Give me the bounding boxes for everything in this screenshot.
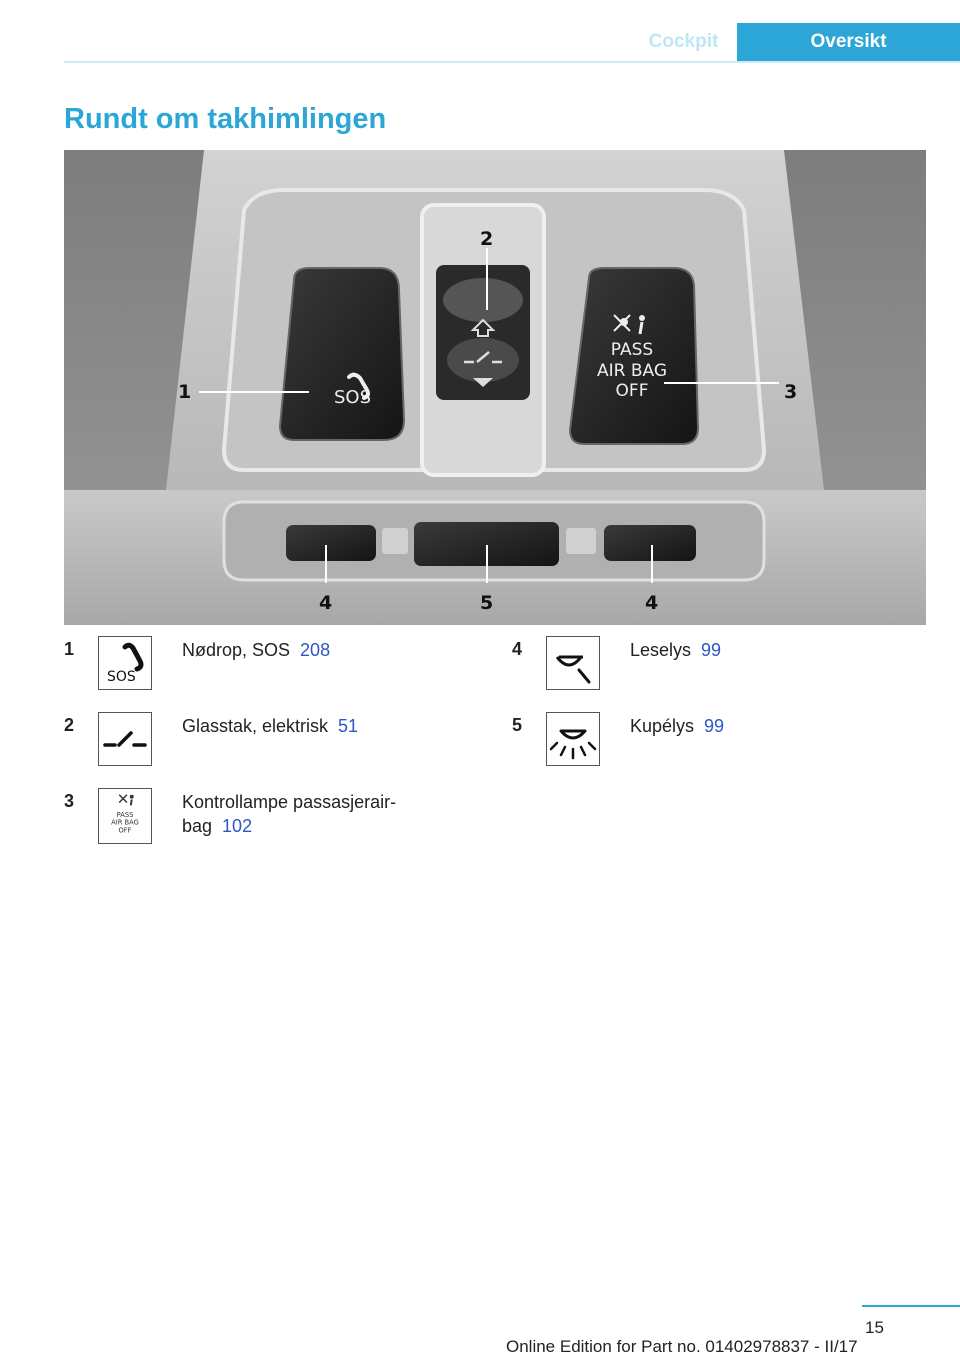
legend-text: Kontrollampe passasjerair- bag 102 [182, 792, 397, 836]
svg-text:1: 1 [178, 381, 192, 403]
page-ref-link[interactable]: 208 [300, 640, 331, 660]
svg-text:AIR BAG: AIR BAG [111, 818, 139, 827]
svg-text:OFF: OFF [615, 381, 649, 401]
legend-text: Glasstak, elektrisk 51 [182, 716, 359, 736]
passenger-airbag-off-icon [98, 788, 152, 844]
page-ref-link[interactable]: 99 [704, 716, 725, 736]
svg-text:4: 4 [319, 592, 333, 614]
svg-text:4: 4 [645, 592, 659, 614]
page-ref-link[interactable]: 99 [701, 640, 722, 660]
legend-number: 1 [64, 639, 75, 659]
legend-number: 5 [512, 715, 523, 735]
svg-text:SOS: SOS [107, 669, 136, 685]
legend-number: 2 [64, 715, 75, 735]
svg-text:2: 2 [480, 228, 494, 250]
legend-number: 3 [64, 791, 75, 811]
footer-divider [862, 1305, 960, 1307]
legend-number: 4 [512, 639, 523, 659]
reading-light-icon [546, 636, 600, 690]
svg-text:5: 5 [480, 592, 494, 614]
page-ref-link[interactable]: 51 [338, 716, 359, 736]
legend-text: Kupélys 99 [630, 716, 725, 736]
edition-note: Online Edition for Part no. 01402978837 - II/17 [506, 1337, 858, 1356]
page-number: 15 [865, 1318, 884, 1337]
tab-cockpit[interactable]: Cockpit [648, 31, 719, 52]
page-ref-link[interactable]: 102 [222, 816, 253, 836]
svg-text:PASS: PASS [116, 810, 134, 819]
svg-text:3: 3 [784, 381, 798, 403]
legend-text: Leselys 99 [630, 640, 722, 660]
header-divider [64, 61, 960, 63]
glass-roof-icon [98, 712, 152, 766]
interior-light-icon [546, 712, 600, 766]
svg-text:OFF: OFF [118, 826, 132, 835]
svg-text:PASS: PASS [610, 340, 654, 360]
sos-call-icon [98, 636, 152, 690]
legend-text: Nødrop, SOS 208 [182, 640, 331, 660]
svg-text:AIR BAG: AIR BAG [596, 361, 668, 381]
overhead-console-photo [64, 150, 926, 625]
tab-oversikt[interactable]: Oversikt [737, 23, 960, 61]
page-title: Rundt om takhimlingen [64, 103, 387, 135]
svg-text:SOS: SOS [334, 387, 372, 408]
